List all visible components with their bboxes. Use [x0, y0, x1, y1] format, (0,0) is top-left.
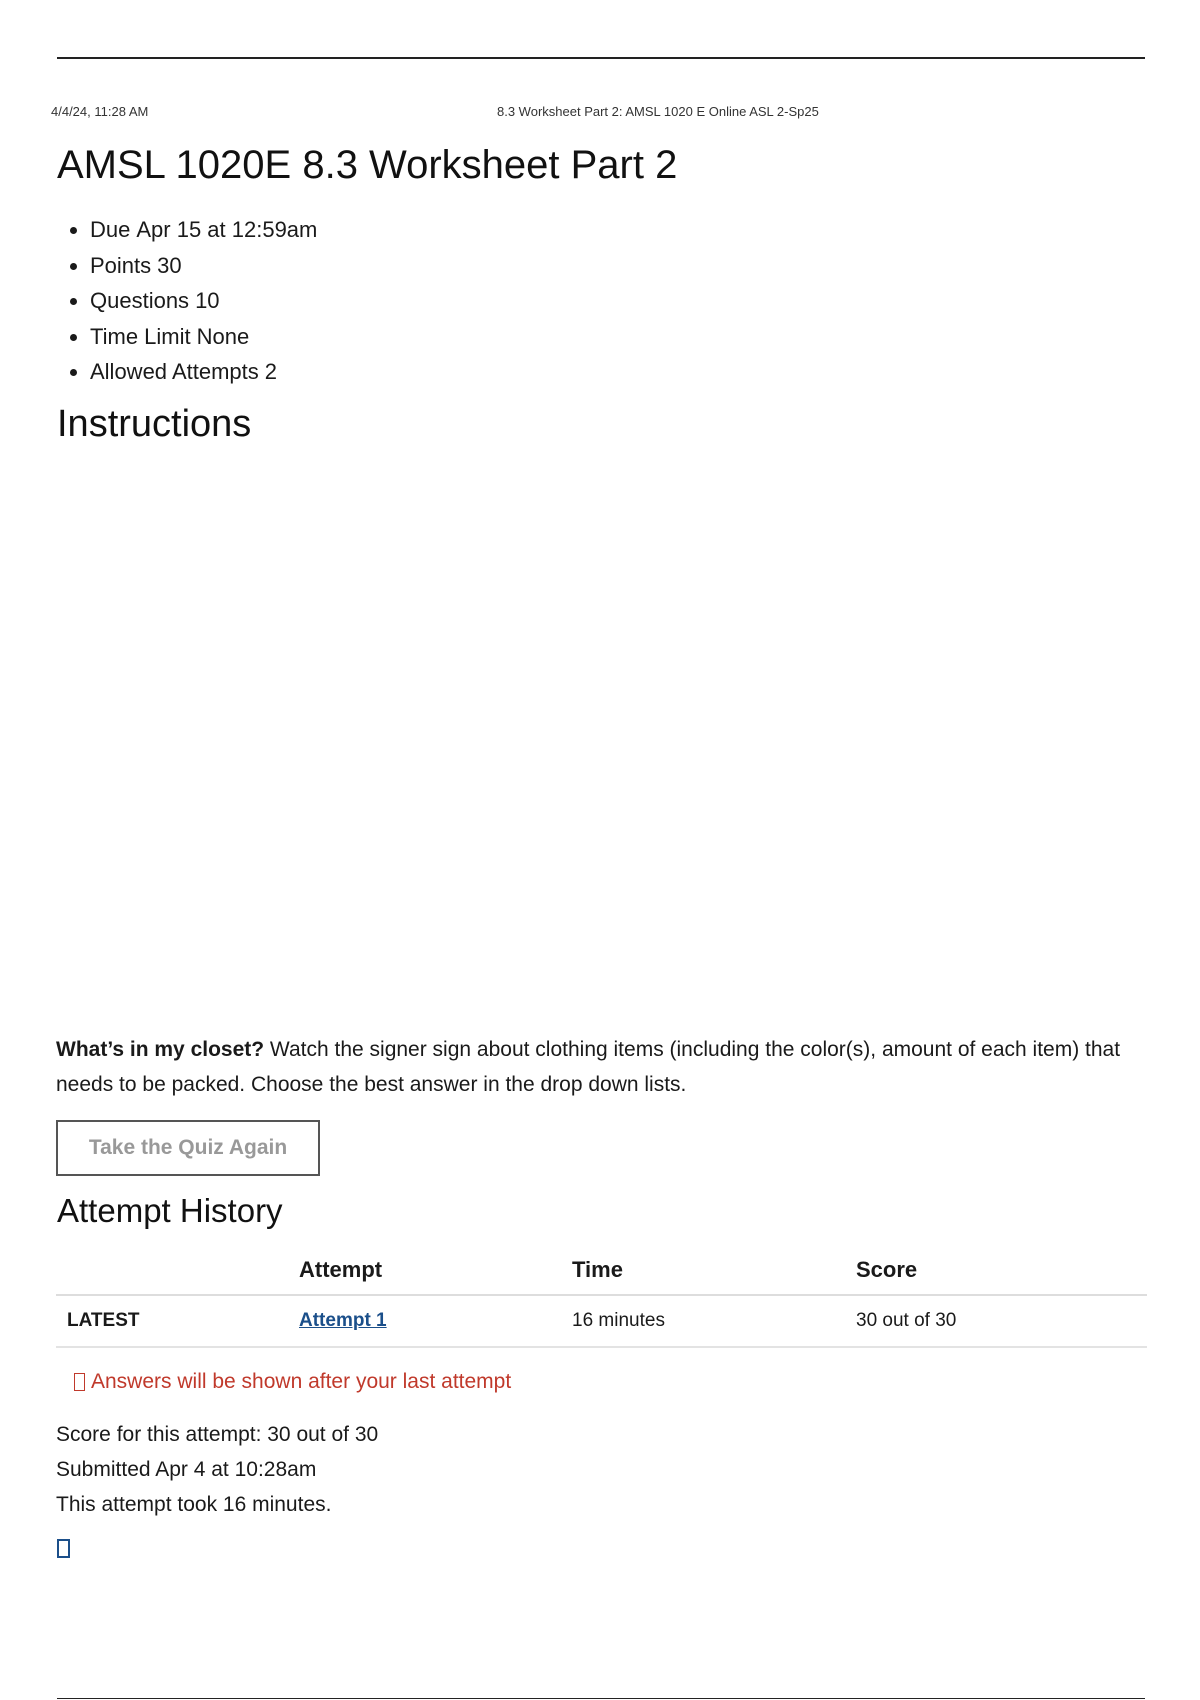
column-header-score: Score	[856, 1254, 1147, 1295]
top-divider	[57, 57, 1145, 59]
detail-value: None	[196, 323, 250, 349]
print-doc-title: 8.3 Worksheet Part 2: AMSL 1020 E Online ASL 2-Sp25	[497, 104, 819, 119]
print-date: 4/4/24, 11:28 AM	[51, 104, 149, 119]
quiz-details-list	[58, 212, 317, 390]
table-header-row	[56, 1254, 1147, 1295]
attempt-link[interactable]: Attempt 1	[299, 1310, 387, 1331]
score-cell: 30 out of 30	[856, 1295, 1147, 1347]
instructions-heading: Instructions	[57, 403, 252, 445]
detail-label: Questions	[90, 288, 190, 313]
column-header	[56, 1254, 299, 1295]
detail-value: Apr 15 at 12:59am	[136, 217, 318, 242]
duration-line: This attempt took 16 minutes.	[56, 1493, 332, 1516]
detail-time-limit	[90, 319, 317, 355]
detail-label: Time Limit	[90, 323, 191, 349]
detail-value: 2	[264, 359, 277, 384]
detail-points	[90, 248, 317, 284]
detail-label: Allowed Attempts	[90, 359, 259, 384]
column-header-attempt: Attempt	[299, 1254, 572, 1295]
detail-due	[90, 212, 317, 248]
print-header	[51, 104, 1145, 120]
answers-notice	[74, 1370, 511, 1394]
score-line: Score for this attempt: 30 out of 30	[56, 1423, 379, 1446]
prompt-bold: What’s in my closet?	[56, 1038, 265, 1061]
take-quiz-again-button[interactable]: Take the Quiz Again	[56, 1120, 320, 1176]
submitted-line: Submitted Apr 4 at 10:28am	[56, 1458, 317, 1481]
prompt-text: Watch the signer sign about clothing items (including the color(s), amount of each item) that needs to be packed. Choose the best answer in the drop down lists.	[56, 1038, 1121, 1096]
detail-value: 10	[195, 288, 220, 313]
notice-text: Answers will be shown after your last attempt	[91, 1370, 512, 1393]
attempt-summary	[56, 1417, 378, 1522]
instructions-prompt	[56, 1032, 1146, 1102]
detail-label: Due	[90, 217, 131, 242]
latest-label: LATEST	[56, 1295, 299, 1347]
time-cell: 16 minutes	[572, 1295, 856, 1347]
table-row	[56, 1295, 1147, 1347]
detail-allowed-attempts	[90, 354, 317, 390]
video-embed-area[interactable]	[57, 470, 1145, 1010]
attempt-cell	[299, 1295, 572, 1347]
page-title: AMSL 1020E 8.3 Worksheet Part 2	[57, 143, 678, 187]
attempt-history-heading: Attempt History	[57, 1192, 283, 1229]
bottom-divider	[57, 1698, 1145, 1699]
attempt-history-table	[56, 1254, 1147, 1348]
placeholder-icon	[57, 1539, 70, 1558]
box-icon	[74, 1373, 85, 1391]
column-header-time: Time	[572, 1254, 856, 1295]
detail-value: 30	[157, 252, 182, 278]
detail-questions	[90, 283, 317, 319]
detail-label: Points	[90, 252, 152, 278]
